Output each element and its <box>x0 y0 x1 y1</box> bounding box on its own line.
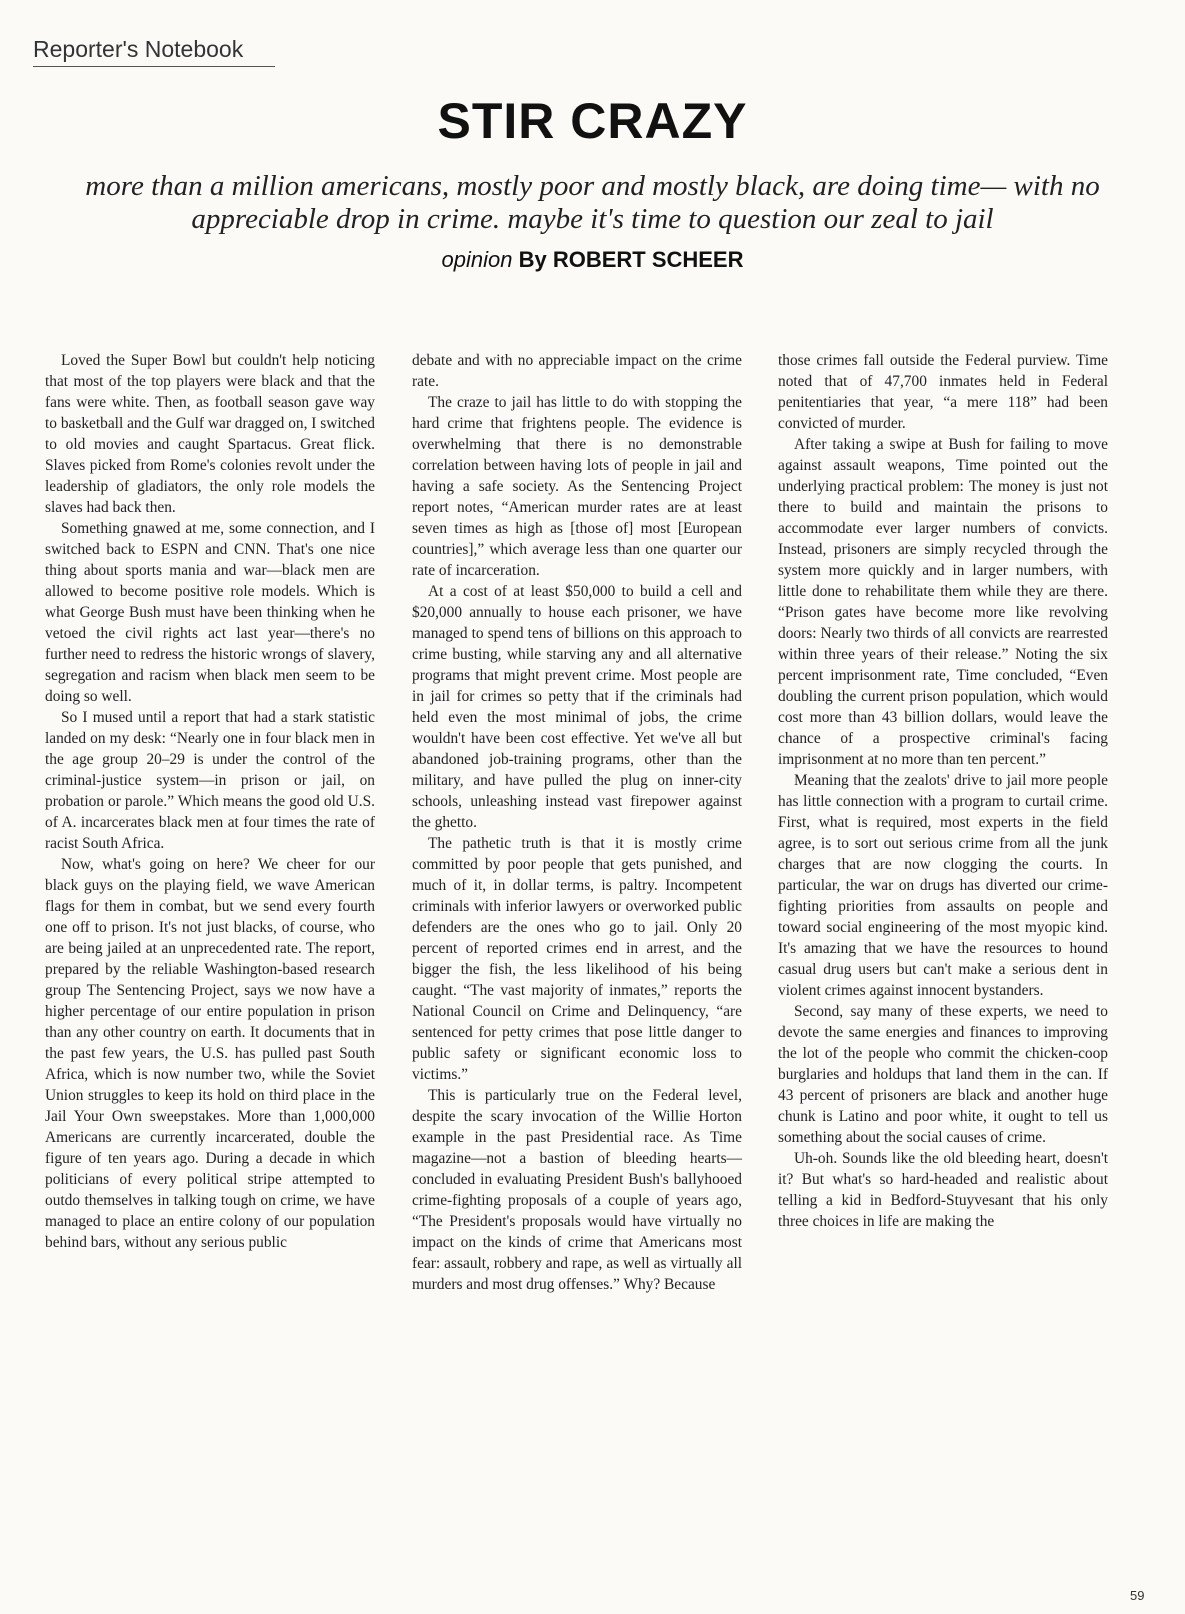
paragraph: Loved the Super Bowl but couldn't help noticing that most of the top players were black and that the fans were white. Then, as football season gave way to basketball and the Gulf war dragged on, I switched to old movies and caught Spartacus. Great flick. Slaves picked from Rome's colonies revolt under the leadership of gladiators, the only role models the slaves had back then. <box>45 352 375 516</box>
byline-kicker: opinion <box>441 247 513 272</box>
byline-author: By ROBERT SCHEER <box>518 247 744 272</box>
paragraph: The craze to jail has little to do with stopping the hard crime that frightens people. The evidence is overwhelming that there is no demonstrable correlation between having lots of people in jail and having a safe society. As the Sentencing Project report notes, “American murder rates are at least seven times as high as [those of] most [European countries],” which average less than one quarter our rate of incarceration. <box>412 394 742 579</box>
column-3 <box>778 350 1108 1232</box>
headline: STIR CRAZY <box>437 93 748 149</box>
deck: more than a million americans, mostly poor and mostly black, are doing time— with no appreciable drop in crime. maybe it's time to question our zeal to jail <box>85 170 1100 235</box>
paragraph: Meaning that the zealots' drive to jail more people has little connection with a program to curtail crime. First, what is required, most experts in the field agree, is to sort out serious crime from all the junk charges that are now clogging the courts. In particular, the war on drugs has diverted our crime-fighting priorities from assaults on people and toward social engineering of the most myopic kind. It's amazing that we have the resources to hound casual drug users but can't make a serious dent in violent crimes against innocent bystanders. <box>778 772 1108 999</box>
paragraph: This is particularly true on the Federal level, despite the scary invocation of the Willie Horton example in the past Presidential race. As Time magazine—not a bastion of bleeding hearts—concluded in evaluating President Bush's ballyhooed crime-fighting proposals of a couple of years ago, “The President's proposals would have virtually no impact on the kinds of crime that Americans most fear: assault, robbery and rape, as well as virtually all murders and most drug offenses.” Why? Because <box>412 1087 742 1293</box>
page-number: 59 <box>1130 1588 1145 1603</box>
paragraph: Second, say many of these experts, we need to devote the same energies and finances to improving the lot of the people who commit the chicken-coop burglaries and holdups that land them in the can. If 43 percent of prisoners are black and another huge chunk is Latino and poor white, it ought to tell us something about the social causes of crime. <box>778 1003 1108 1146</box>
paragraph: Something gnawed at me, some connection, and I switched back to ESPN and CNN. That's one nice thing about sports mania and war—black men are allowed to become positive role models. Which is what George Bush must have been thinking when he vetoed the civil rights act last year—there's no further need to redress the historic wrongs of slavery, segregation and racism when black men seem to be doing so well. <box>45 520 375 705</box>
byline <box>0 247 1185 273</box>
paragraph: Now, what's going on here? We cheer for our black guys on the playing field, we wave American flags for them in combat, but we send every fourth one off to prison. It's not just blacks, of course, who are being jailed at an unprecedented rate. The report, prepared by the reliable Washington-based research group The Sentencing Project, says we now have a higher percentage of our entire population in prison than any other country on earth. It documents that in the past few years, the U.S. has pulled past South Africa, which is now number two, while the Soviet Union struggles to keep its hold on third place in the Jail Your Own sweepstakes. More than 1,000,000 Americans are currently incarcerated, double the figure of ten years ago. During a decade in which politicians of every political stripe attempted to outdo themselves in talking tough on crime, we have managed to place an entire colony of our population behind bars, without any serious public <box>45 856 375 1251</box>
paragraph: After taking a swipe at Bush for failing to move against assault weapons, Time pointed out the underlying practical problem: The money is just not there to build and maintain the prisons to accommodate ever larger numbers of convicts. Instead, prisoners are simply recycled through the system more quickly and in larger numbers, with little done to rehabilitate them while they are there. “Prison gates have become more like revolving doors: Nearly two thirds of all convicts are rearrested within three years of their release.” Noting the six percent imprisonment rate, Time concluded, “Even doubling the current prison population, which would cost more than 43 billion dollars, would leave the chance of a prospective criminal's facing imprisonment at no more than ten percent.” <box>778 436 1108 768</box>
paragraph: The pathetic truth is that it is mostly crime committed by poor people that gets punished, and much of it, in dollar terms, is paltry. Incompetent criminals with inferior lawyers or overworked public defenders are the ones who go to jail. Only 20 percent of reported crimes end in arrest, and the bigger the fish, the less likelihood of his being caught. “The vast majority of inmates,” reports the National Council on Crime and Delinquency, “are sentenced for petty crimes that pose little danger to public safety or significant economic loss to victims.” <box>412 835 742 1083</box>
paragraph: At a cost of at least $50,000 to build a cell and $20,000 annually to house each prisoner, we have managed to spend tens of billions on this approach to crime busting, while starving any and all alternative programs that might prevent crime. Most people are in jail for crimes so petty that if the criminals had held even the most minimal of jobs, the crime wouldn't have been cost effective. Yet we've all but abandoned job-training programs, other than the military, and have pulled the plug on inner-city schools, unleashing instead vast firepower against the ghetto. <box>412 583 742 831</box>
paragraph: Uh-oh. Sounds like the old bleeding heart, doesn't it? But what's so hard-headed and realistic about telling a kid in Bedford-Stuyvesant that his only three choices in life are making the <box>778 1150 1108 1230</box>
paragraph: those crimes fall outside the Federal purview. Time noted that of 47,700 inmates held in Federal penitentiaries that year, “a mere 118” had been convicted of murder. <box>778 352 1108 432</box>
section-label: Reporter's Notebook <box>33 36 275 67</box>
column-1 <box>45 350 375 1253</box>
column-2 <box>412 350 742 1295</box>
paragraph: debate and with no appreciable impact on the crime rate. <box>412 352 742 390</box>
paragraph: So I mused until a report that had a stark statistic landed on my desk: “Nearly one in four black men in the age group 20–29 is under the control of the criminal-justice system—in prison or jail, on probation or parole.” Which means the good old U.S. of A. incarcerates black men at four times the rate of racist South Africa. <box>45 709 375 852</box>
